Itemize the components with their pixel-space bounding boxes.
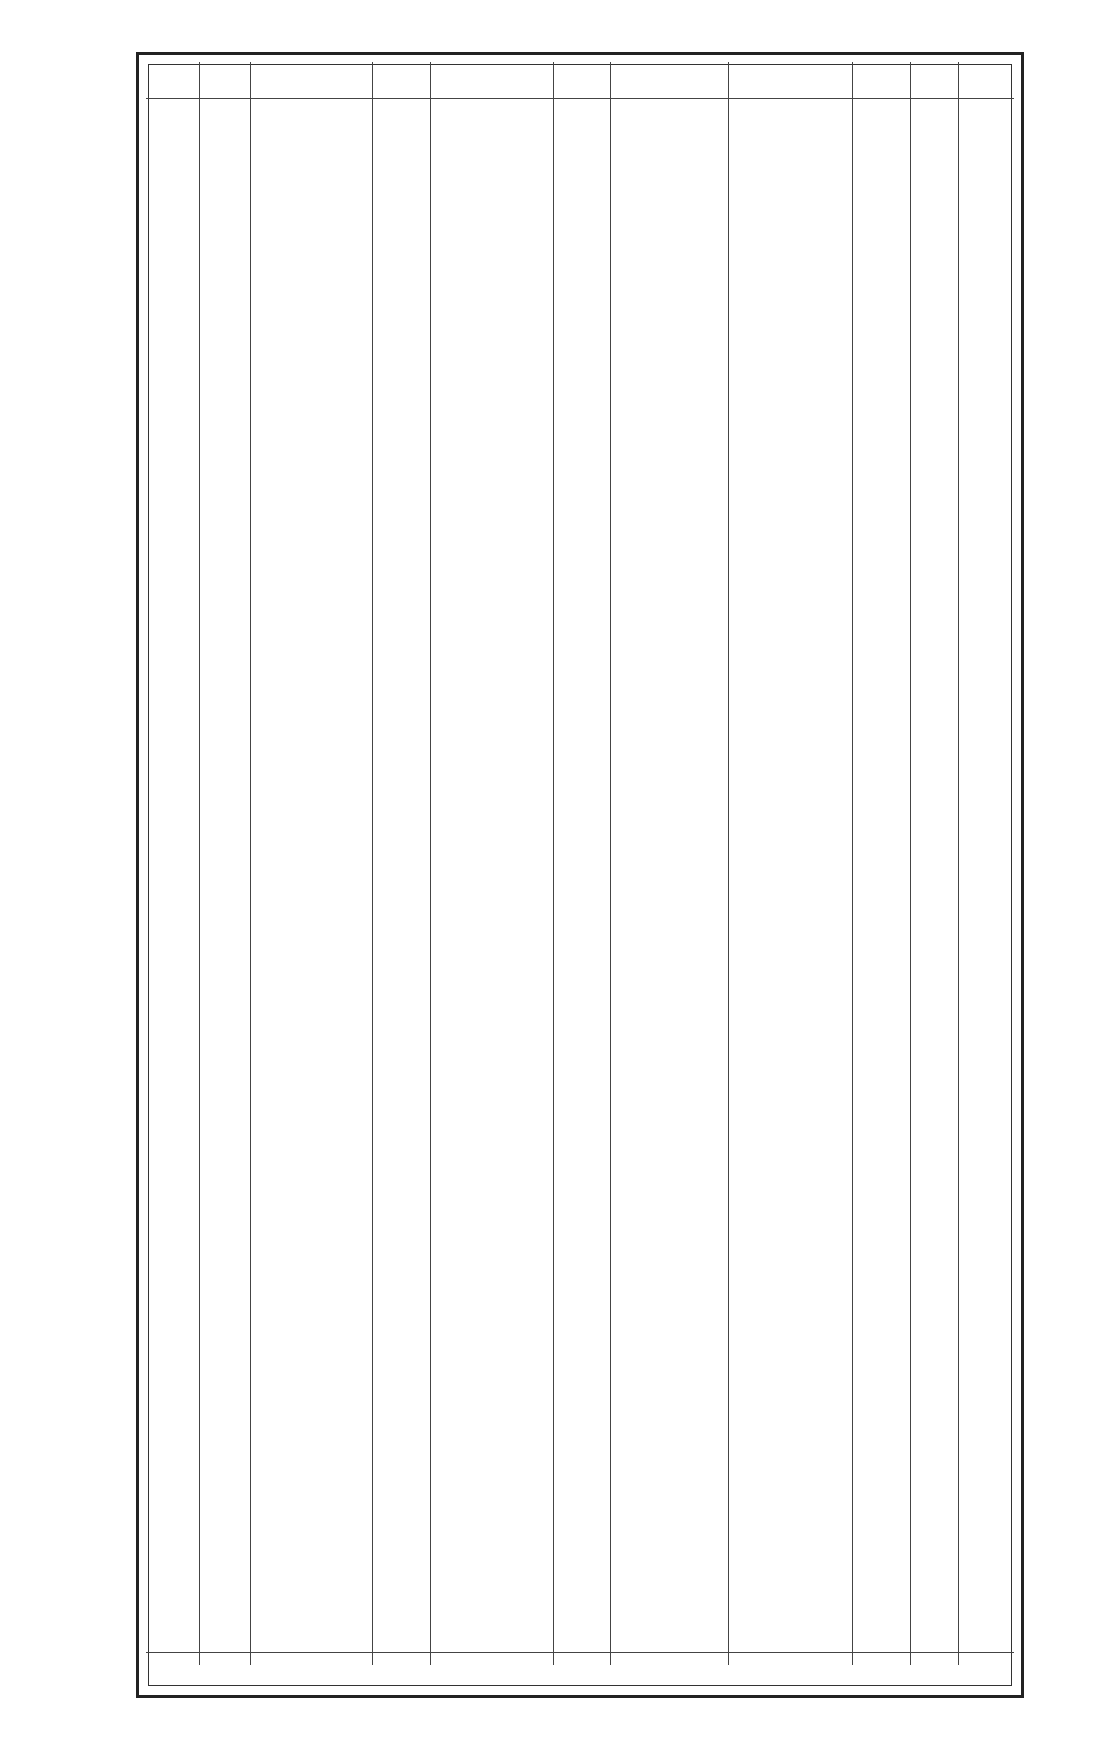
column-rule bbox=[852, 62, 853, 1665]
column-rule bbox=[250, 62, 251, 1665]
table-inner bbox=[148, 64, 1012, 1686]
column-rule bbox=[430, 62, 431, 1665]
table-frame bbox=[136, 52, 1024, 1698]
header-rule bbox=[146, 1652, 1014, 1653]
column-rule bbox=[728, 62, 729, 1665]
column-rule bbox=[553, 62, 554, 1665]
column-rule bbox=[610, 62, 611, 1665]
column-rule bbox=[910, 62, 911, 1665]
column-rule bbox=[372, 62, 373, 1665]
column-rule bbox=[958, 62, 959, 1665]
header-rule bbox=[146, 98, 1014, 99]
column-rule bbox=[199, 62, 200, 1665]
